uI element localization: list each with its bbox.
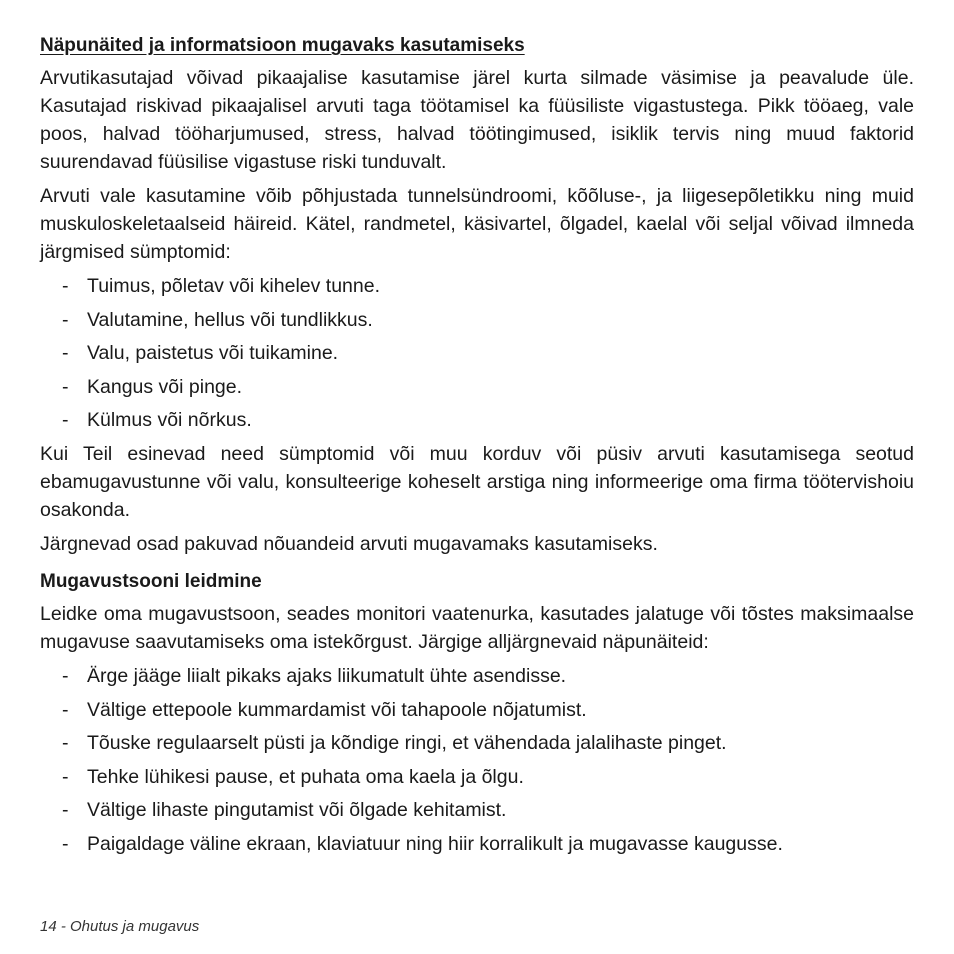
symptom-list	[40, 272, 914, 434]
document-page	[40, 34, 914, 864]
page-footer: 14 - Ohutus ja mugavus	[40, 918, 200, 935]
section-heading-comfort-tips: Näpunäited ja informatsioon mugavaks kasutamiseks	[40, 35, 525, 56]
list-item: - Paigaldage väline ekraan, klaviatuur ning hiir korralikult ja mugavasse kaugusse.	[40, 830, 914, 858]
paragraph-consult-doctor: Kui Teil esinevad need sümptomid või muu korduv või püsiv arvuti kasutamisega seotud ebamugavustunne või valu, konsulteerige koheselt arstiga ning informeerige oma firma töötervishoiu osakonda.	[40, 443, 914, 521]
list-item: - Ärge jääge liialt pikaks ajaks liikumatult ühte asendisse.	[40, 662, 914, 690]
tips-list	[40, 662, 914, 858]
list-item: - Valutamine, hellus või tundlikkus.	[40, 306, 914, 334]
list-item: - Külmus või nõrkus.	[40, 406, 914, 434]
list-item: - Tehke lühikesi pause, et puhata oma kaela ja õlgu.	[40, 763, 914, 791]
list-item: - Tuimus, põletav või kihelev tunne.	[40, 272, 914, 300]
list-item: - Valu, paistetus või tuikamine.	[40, 339, 914, 367]
list-item: - Vältige ettepoole kummardamist või tahapoole nõjatumist.	[40, 696, 914, 724]
paragraph-comfort-zone-intro: Leidke oma mugavustsoon, seades monitori vaatenurka, kasutades jalatuge või tõstes maksimaalse mugavuse saavutamiseks oma istekõrgust. Järgige alljärgnevaid näpunäiteid:	[40, 603, 914, 653]
list-item: - Tõuske regulaarselt püsti ja kõndige ringi, et vähendada jalalihaste pinget.	[40, 729, 914, 757]
paragraph-following-sections: Järgnevad osad pakuvad nõuandeid arvuti mugavamaks kasutamiseks.	[40, 533, 658, 555]
paragraph-improper-use: Arvuti vale kasutamine võib põhjustada tunnelsündroomi, kõõluse-, ja liigesepõletikku ning muid muskuloskeletaalseid häireid. Kätel, randmetel, käsivartel, õlgadel, kaelal või seljal võivad ilmneda järgmised sümptomid:	[40, 185, 914, 263]
paragraph-eye-strain: Arvutikasutajad võivad pikaajalise kasutamise järel kurta silmade väsimise ja peavalude üle. Kasutajad riskivad pikaajalisel arvuti taga töötamisel ka füüsiliste vigastustega. Pikk tööaeg, vale poos, halvad tööharjumused, stress, halvad töötingimused, isiklik tervis ning muud faktorid suurendavad füüsilise vigastuse riski tunduvalt.	[40, 67, 914, 173]
list-item: - Vältige lihaste pingutamist või õlgade kehitamist.	[40, 796, 914, 824]
section-heading-comfort-zone: Mugavustsooni leidmine	[40, 571, 262, 592]
list-item: - Kangus või pinge.	[40, 373, 914, 401]
